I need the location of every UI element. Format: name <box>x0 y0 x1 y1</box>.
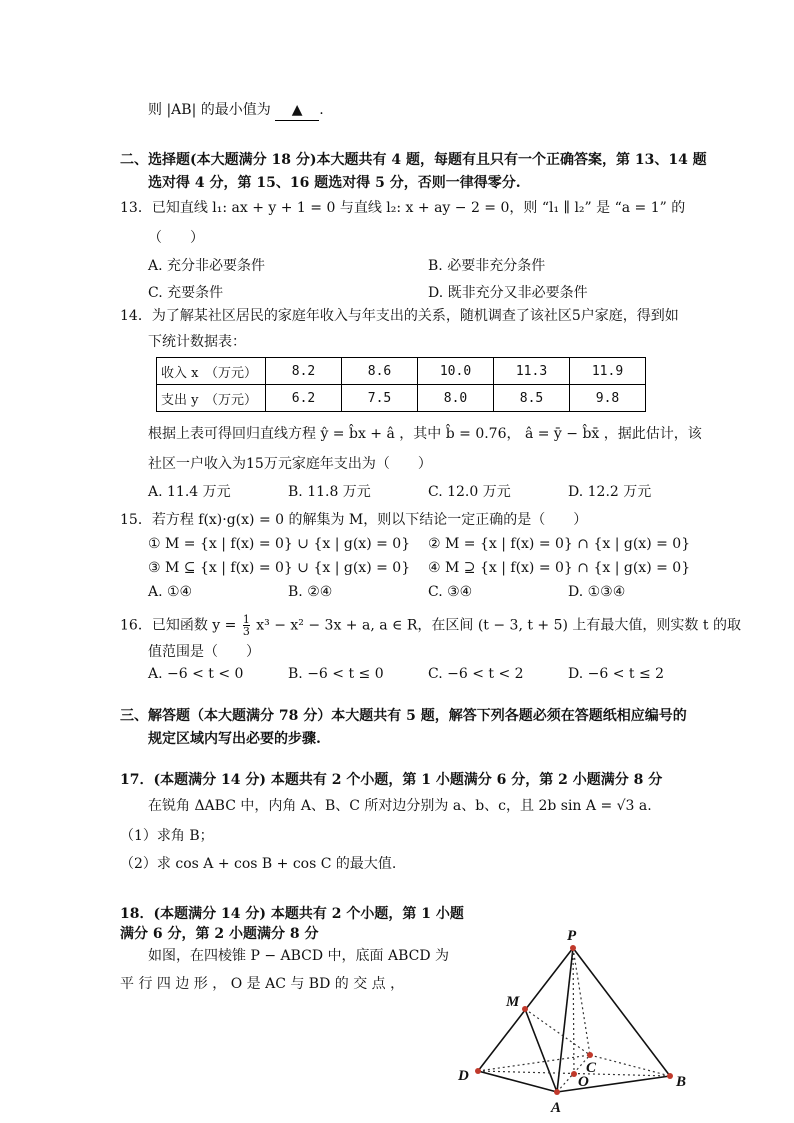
table-cell: 7.5 <box>342 385 418 412</box>
q17-stem: 在锐角 ΔABC 中，内角 A、B、C 所对边分别为 a、b、c，且 2b sin A = √3 a. <box>148 798 652 814</box>
q15-option-a: A. ①④ <box>148 584 193 600</box>
q15-conclusion-4: ④ M ⊇ {x | f(x) = 0} ∩ {x | g(x) = 0} <box>428 560 691 576</box>
q15-option-b: B. ②④ <box>288 584 333 600</box>
table-cell: 11.3 <box>494 358 570 385</box>
q14-option-d: D. 12.2 万元 <box>568 484 652 500</box>
edge-pc-hidden <box>573 948 590 1055</box>
q14-after-line2: 社区一户收入为15万元家庭年支出为（ ） <box>148 456 432 472</box>
q17-heading: 17．(本题满分 14 分) 本题共有 2 个小题，第 1 小题满分 6 分，第 2 小题满分 8 分 <box>120 772 663 788</box>
q18-heading-line1: 18．(本题满分 14 分) 本题共有 2 个小题，第 1 小题 <box>120 906 464 922</box>
q15-option-c: C. ③④ <box>428 584 473 600</box>
label-p: P <box>567 928 577 944</box>
q15-stem: 15．若方程 f(x)·g(x) = 0 的解集为 M，则以下结论一定正确的是（ ） <box>120 512 588 528</box>
q13-stem: 13．已知直线 l₁: ax + y + 1 = 0 与直线 l₂: x + ay − 2 = 0，则 “l₁ ∥ l₂” 是 “a = 1” 的 <box>120 200 686 216</box>
table-cell: 8.0 <box>418 385 494 412</box>
edge-cb-hidden <box>590 1055 670 1076</box>
section3-line2: 规定区域内写出必要的步骤. <box>148 731 321 747</box>
q12-tail-text: 则 |AB| 的最小值为 <box>148 102 271 118</box>
table-cell: 10.0 <box>418 358 494 385</box>
edge-dc-hidden <box>478 1055 590 1071</box>
label-m: M <box>506 994 520 1010</box>
label-o: O <box>578 1074 589 1090</box>
table-cell: 6.2 <box>266 385 342 412</box>
q16-option-b: B. −6 < t ≤ 0 <box>288 666 384 682</box>
q13-paren: （ ） <box>148 230 204 246</box>
q12-tail: 则 |AB| 的最小值为 ▲ . <box>148 100 324 121</box>
q18-stem-line1: 如图，在四棱锥 P − ABCD 中，底面 ABCD 为 <box>148 948 450 964</box>
q12-blank-mark: ▲ <box>291 102 303 118</box>
q16-option-d: D. −6 < t ≤ 2 <box>568 666 665 682</box>
table-cell: 8.6 <box>342 358 418 385</box>
q13-option-a: A. 充分非必要条件 <box>148 258 266 274</box>
q15-option-d: D. ①③④ <box>568 584 626 600</box>
point-p <box>570 945 576 951</box>
q17-part2: （2）求 cos A + cos B + cos C 的最大值. <box>120 856 397 872</box>
table-row-label: 收入 x （万元） <box>157 358 266 385</box>
table-cell: 8.2 <box>266 358 342 385</box>
point-a <box>554 1089 560 1095</box>
q16-stem-b: x³ − x² − 3x + a, a ∈ R，在区间 (t − 3, t + 5) 上有最大值，则实数 t 的取 <box>256 617 741 634</box>
point-b <box>667 1073 673 1079</box>
q14-option-b: B. 11.8 万元 <box>288 484 371 500</box>
point-o <box>571 1071 577 1077</box>
q15-conclusion-1: ① M = {x | f(x) = 0} ∪ {x | g(x) = 0} <box>148 536 411 552</box>
label-a: A <box>551 1100 562 1116</box>
q16-frac-num: 1 <box>242 613 250 626</box>
section2-line1: 二、选择题(本大题满分 18 分)本大题共有 4 题，每题有且只有一个正确答案，第 13、14 题 <box>120 152 707 168</box>
table-row-label: 支出 y （万元） <box>157 385 266 412</box>
q18-stem-line2: 平 行 四 边 形 ， O 是 AC 与 BD 的 交 点 ， <box>120 976 405 992</box>
section3-line1: 三、解答题（本大题满分 78 分）本大题共有 5 题，解答下列各题必须在答题纸相应编号的 <box>120 708 687 724</box>
q13-option-d: D. 既非充分又非必要条件 <box>428 285 588 301</box>
q13-option-c: C. 充要条件 <box>148 285 224 301</box>
point-c <box>587 1052 593 1058</box>
q15-conclusion-2: ② M = {x | f(x) = 0} ∩ {x | g(x) = 0} <box>428 536 691 552</box>
edge-ab <box>557 1076 670 1092</box>
label-d: D <box>458 1068 469 1084</box>
label-b: B <box>676 1074 687 1090</box>
q15-conclusion-3: ③ M ⊆ {x | f(x) = 0} ∪ {x | g(x) = 0} <box>148 560 411 576</box>
point-m <box>522 1006 528 1012</box>
edge-pb <box>573 948 670 1076</box>
q17-part1: （1）求角 B； <box>120 828 214 844</box>
edge-da <box>478 1071 557 1092</box>
table-cell: 8.5 <box>494 385 570 412</box>
q16-option-c: C. −6 < t < 2 <box>428 666 524 682</box>
q14-stem-line1: 14．为了解某社区居民的家庭年收入与年支出的关系，随机调查了该社区5户家庭，得到如 <box>120 308 679 324</box>
q14-option-c: C. 12.0 万元 <box>428 484 511 500</box>
edge-pa <box>557 948 573 1092</box>
q14-option-a: A. 11.4 万元 <box>148 484 231 500</box>
q13-option-b: B. 必要非充分条件 <box>428 258 546 274</box>
table-cell: 9.8 <box>570 385 646 412</box>
segment-ma <box>525 1009 557 1092</box>
q16-frac-den: 3 <box>242 625 250 638</box>
segment-po-hidden <box>573 948 574 1074</box>
label-c: C <box>586 1060 597 1076</box>
section2-line2: 选对得 4 分，第 15、16 题选对得 5 分，否则一律得零分. <box>148 175 521 191</box>
table-cell: 11.9 <box>570 358 646 385</box>
q18-heading-line2: 满分 6 分，第 2 小题满分 8 分 <box>120 926 319 942</box>
q16-stem-line2: 值范围是（ ） <box>148 644 260 660</box>
point-d <box>475 1068 481 1074</box>
q14-after-line1: 根据上表可得回归直线方程 ŷ = b̂x + â ，其中 b̂ = 0.76， â = ȳ − b̂x̄ ，据此估计，该 <box>148 426 702 442</box>
segment-mc-hidden <box>525 1009 590 1055</box>
q16-stem-a: 16．已知函数 y = <box>120 617 237 634</box>
q14-stem-line2: 下统计数据表： <box>148 334 246 350</box>
q16-option-a: A. −6 < t < 0 <box>148 666 244 682</box>
